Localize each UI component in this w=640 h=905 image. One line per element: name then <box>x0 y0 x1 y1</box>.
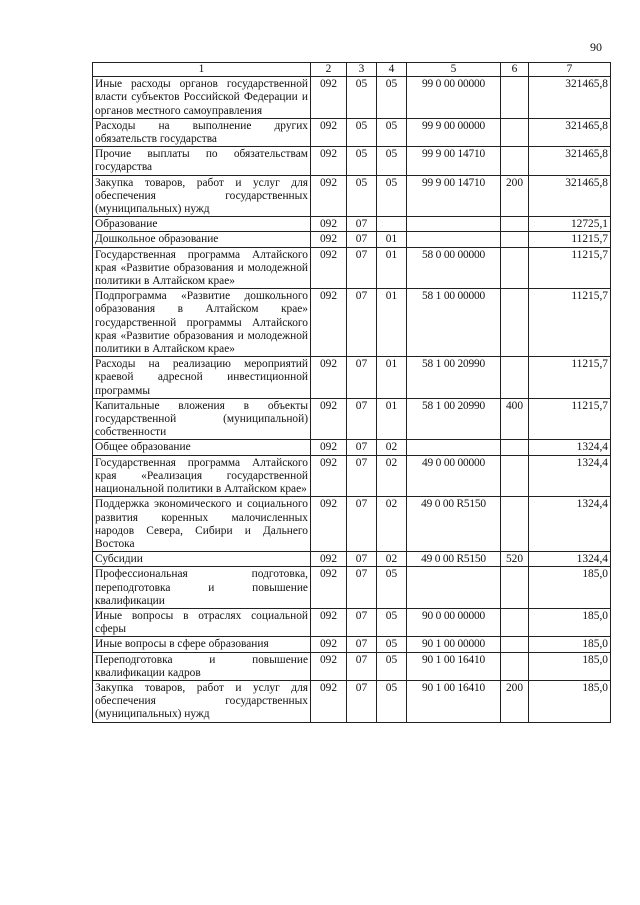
row-expense-type-cell <box>501 289 529 357</box>
row-amount-cell: 321465,8 <box>529 175 611 217</box>
row-name-cell: Закупка товаров, работ и услуг для обеспечения государственных (муниципальных) нужд <box>93 175 311 217</box>
row-admin-code-cell: 092 <box>311 247 347 289</box>
row-expense-type-cell <box>501 247 529 289</box>
row-target-article-cell: 58 1 00 00000 <box>407 289 501 357</box>
row-amount-cell: 321465,8 <box>529 77 611 119</box>
row-admin-code-cell: 092 <box>311 77 347 119</box>
table-row <box>93 118 611 146</box>
row-name-cell: Иные расходы органов государственной власти субъектов Российской Федерации и органов местного самоуправления <box>93 77 311 119</box>
row-name-cell: Переподготовка и повышение квалификации кадров <box>93 652 311 680</box>
row-target-article-cell: 49 0 00 00000 <box>407 455 501 497</box>
row-expense-type-cell <box>501 652 529 680</box>
table-row <box>93 175 611 217</box>
table-row <box>93 77 611 119</box>
row-expense-type-cell: 400 <box>501 398 529 440</box>
row-expense-type-cell <box>501 608 529 636</box>
row-target-article-cell: 99 9 00 14710 <box>407 175 501 217</box>
row-expense-type-cell <box>501 217 529 232</box>
row-name-cell: Иные вопросы в сфере образования <box>93 637 311 652</box>
row-expense-type-cell <box>501 567 529 609</box>
row-expense-type-cell <box>501 637 529 652</box>
row-expense-type-cell <box>501 440 529 455</box>
table-row <box>93 567 611 609</box>
row-admin-code-cell: 092 <box>311 552 347 567</box>
row-expense-type-cell <box>501 77 529 119</box>
row-amount-cell: 11215,7 <box>529 232 611 247</box>
row-target-article-cell <box>407 567 501 609</box>
row-name-cell: Общее образование <box>93 440 311 455</box>
row-amount-cell: 12725,1 <box>529 217 611 232</box>
row-name-cell: Субсидии <box>93 552 311 567</box>
row-section-cell: 07 <box>347 289 377 357</box>
row-subsection-cell <box>377 217 407 232</box>
header-cell: 6 <box>501 63 529 77</box>
table-row <box>93 398 611 440</box>
row-amount-cell: 1324,4 <box>529 455 611 497</box>
table-row <box>93 147 611 175</box>
row-name-cell: Капитальные вложения в объекты государственной (муниципальной) собственности <box>93 398 311 440</box>
row-amount-cell: 321465,8 <box>529 147 611 175</box>
row-admin-code-cell: 092 <box>311 357 347 399</box>
row-name-cell: Прочие выплаты по обязательствам государства <box>93 147 311 175</box>
row-amount-cell: 185,0 <box>529 680 611 722</box>
table-row <box>93 652 611 680</box>
row-subsection-cell: 02 <box>377 440 407 455</box>
row-section-cell: 07 <box>347 440 377 455</box>
row-admin-code-cell: 092 <box>311 608 347 636</box>
table-row <box>93 637 611 652</box>
row-subsection-cell: 05 <box>377 608 407 636</box>
row-target-article-cell: 90 0 00 00000 <box>407 608 501 636</box>
row-name-cell: Подпрограмма «Развитие дошкольного образования в Алтайском крае» государственной программы Алтайского края «Развитие образования и молодежной политики в Алтайском крае» <box>93 289 311 357</box>
table-row <box>93 440 611 455</box>
row-subsection-cell: 05 <box>377 147 407 175</box>
table-row <box>93 497 611 552</box>
row-section-cell: 07 <box>347 637 377 652</box>
row-expense-type-cell: 520 <box>501 552 529 567</box>
header-cell: 5 <box>407 63 501 77</box>
header-cell: 2 <box>311 63 347 77</box>
row-target-article-cell: 90 1 00 16410 <box>407 652 501 680</box>
row-name-cell: Государственная программа Алтайского края «Развитие образования и молодежной политики в Алтайском крае» <box>93 247 311 289</box>
row-target-article-cell <box>407 217 501 232</box>
row-amount-cell: 185,0 <box>529 567 611 609</box>
row-subsection-cell: 05 <box>377 637 407 652</box>
row-subsection-cell: 02 <box>377 455 407 497</box>
row-section-cell: 07 <box>347 357 377 399</box>
row-expense-type-cell: 200 <box>501 680 529 722</box>
row-admin-code-cell: 092 <box>311 147 347 175</box>
row-subsection-cell: 05 <box>377 77 407 119</box>
table-row <box>93 357 611 399</box>
row-section-cell: 07 <box>347 247 377 289</box>
row-amount-cell: 185,0 <box>529 637 611 652</box>
row-section-cell: 05 <box>347 147 377 175</box>
row-expense-type-cell <box>501 232 529 247</box>
row-subsection-cell: 05 <box>377 567 407 609</box>
row-target-article-cell: 99 0 00 00000 <box>407 77 501 119</box>
row-subsection-cell: 01 <box>377 247 407 289</box>
row-name-cell: Государственная программа Алтайского края «Реализация государственной национальной политики в Алтайском крае» <box>93 455 311 497</box>
row-target-article-cell: 58 0 00 00000 <box>407 247 501 289</box>
row-subsection-cell: 05 <box>377 652 407 680</box>
row-amount-cell: 11215,7 <box>529 398 611 440</box>
row-name-cell: Образование <box>93 217 311 232</box>
table-row <box>93 232 611 247</box>
row-section-cell: 07 <box>347 398 377 440</box>
table-header-row <box>93 63 611 77</box>
row-amount-cell: 185,0 <box>529 652 611 680</box>
row-admin-code-cell: 092 <box>311 497 347 552</box>
row-admin-code-cell: 092 <box>311 398 347 440</box>
row-section-cell: 07 <box>347 680 377 722</box>
row-admin-code-cell: 092 <box>311 567 347 609</box>
row-expense-type-cell <box>501 147 529 175</box>
row-subsection-cell: 01 <box>377 357 407 399</box>
row-section-cell: 07 <box>347 497 377 552</box>
row-target-article-cell: 99 9 00 00000 <box>407 118 501 146</box>
table-row <box>93 289 611 357</box>
row-admin-code-cell: 092 <box>311 232 347 247</box>
row-name-cell: Закупка товаров, работ и услуг для обеспечения государственных (муниципальных) нужд <box>93 680 311 722</box>
row-expense-type-cell <box>501 455 529 497</box>
table-body <box>93 63 611 723</box>
budget-table <box>92 62 611 723</box>
row-target-article-cell <box>407 440 501 455</box>
table-row <box>93 455 611 497</box>
row-amount-cell: 1324,4 <box>529 440 611 455</box>
header-cell: 4 <box>377 63 407 77</box>
row-subsection-cell: 05 <box>377 118 407 146</box>
row-admin-code-cell: 092 <box>311 652 347 680</box>
row-admin-code-cell: 092 <box>311 637 347 652</box>
row-section-cell: 05 <box>347 118 377 146</box>
table-row <box>93 608 611 636</box>
row-subsection-cell: 05 <box>377 175 407 217</box>
row-name-cell: Профессиональная подготовка, переподготовка и повышение квалификации <box>93 567 311 609</box>
row-expense-type-cell: 200 <box>501 175 529 217</box>
row-section-cell: 07 <box>347 608 377 636</box>
row-admin-code-cell: 092 <box>311 175 347 217</box>
table-row <box>93 552 611 567</box>
row-admin-code-cell: 092 <box>311 289 347 357</box>
row-name-cell: Поддержка экономического и социального развития коренных малочисленных народов Севера, Сибири и Дальнего Востока <box>93 497 311 552</box>
row-amount-cell: 1324,4 <box>529 552 611 567</box>
row-admin-code-cell: 092 <box>311 440 347 455</box>
row-subsection-cell: 02 <box>377 497 407 552</box>
row-expense-type-cell <box>501 357 529 399</box>
row-subsection-cell: 01 <box>377 398 407 440</box>
row-target-article-cell: 49 0 00 R5150 <box>407 552 501 567</box>
row-expense-type-cell <box>501 497 529 552</box>
row-target-article-cell: 58 1 00 20990 <box>407 398 501 440</box>
row-name-cell: Иные вопросы в отраслях социальной сферы <box>93 608 311 636</box>
page-number: 90 <box>590 40 602 54</box>
row-name-cell: Расходы на реализацию мероприятий краевой адресной инвестиционной программы <box>93 357 311 399</box>
table-row <box>93 217 611 232</box>
row-admin-code-cell: 092 <box>311 455 347 497</box>
row-target-article-cell: 90 1 00 16410 <box>407 680 501 722</box>
row-subsection-cell: 02 <box>377 552 407 567</box>
row-amount-cell: 11215,7 <box>529 247 611 289</box>
row-section-cell: 07 <box>347 217 377 232</box>
row-amount-cell: 321465,8 <box>529 118 611 146</box>
row-target-article-cell: 58 1 00 20990 <box>407 357 501 399</box>
row-target-article-cell <box>407 232 501 247</box>
row-section-cell: 07 <box>347 567 377 609</box>
row-admin-code-cell: 092 <box>311 680 347 722</box>
table-row <box>93 680 611 722</box>
row-section-cell: 07 <box>347 232 377 247</box>
row-target-article-cell: 99 9 00 14710 <box>407 147 501 175</box>
header-cell: 3 <box>347 63 377 77</box>
row-expense-type-cell <box>501 118 529 146</box>
table-row <box>93 247 611 289</box>
row-admin-code-cell: 092 <box>311 217 347 232</box>
row-admin-code-cell: 092 <box>311 118 347 146</box>
row-subsection-cell: 05 <box>377 680 407 722</box>
row-subsection-cell: 01 <box>377 289 407 357</box>
row-section-cell: 07 <box>347 455 377 497</box>
row-amount-cell: 11215,7 <box>529 357 611 399</box>
row-subsection-cell: 01 <box>377 232 407 247</box>
row-target-article-cell: 49 0 00 R5150 <box>407 497 501 552</box>
header-cell: 1 <box>93 63 311 77</box>
row-section-cell: 07 <box>347 652 377 680</box>
row-name-cell: Дошкольное образование <box>93 232 311 247</box>
row-amount-cell: 1324,4 <box>529 497 611 552</box>
row-amount-cell: 185,0 <box>529 608 611 636</box>
row-section-cell: 07 <box>347 552 377 567</box>
row-section-cell: 05 <box>347 77 377 119</box>
row-section-cell: 05 <box>347 175 377 217</box>
row-amount-cell: 11215,7 <box>529 289 611 357</box>
header-cell: 7 <box>529 63 611 77</box>
row-target-article-cell: 90 1 00 00000 <box>407 637 501 652</box>
row-name-cell: Расходы на выполнение других обязательств государства <box>93 118 311 146</box>
